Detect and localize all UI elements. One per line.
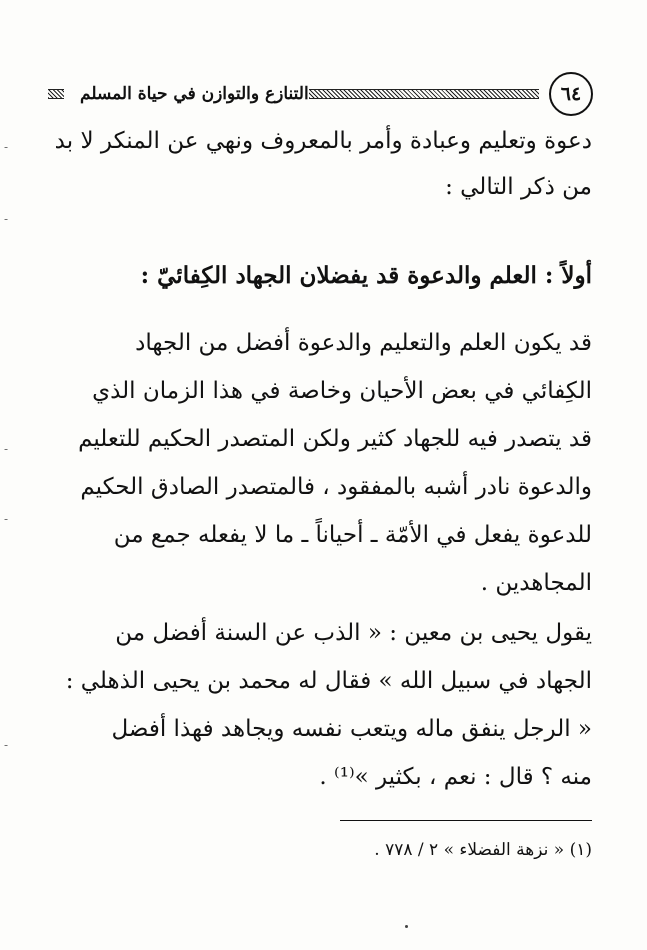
page-header bbox=[48, 72, 593, 116]
footnote-separator bbox=[340, 820, 592, 821]
text-line: للدعوة يفعل في الأمّة ـ أحياناً ـ ما لا يفعله جمع من bbox=[113, 522, 592, 548]
header-ornament-end bbox=[48, 89, 64, 99]
text-line: من ذكر التالي : bbox=[445, 174, 592, 200]
header-ornament-bar bbox=[309, 89, 539, 99]
running-title: التنازع والتوازن في حياة المسلم bbox=[80, 84, 309, 104]
text-line: قد يتصدر فيه للجهاد كثير ولكن المتصدر الحكيم للتعليم bbox=[78, 426, 592, 452]
section-heading: أولاً : العلم والدعوة قد يفضلان الجهاد الكِفائيّ : bbox=[140, 262, 592, 289]
text-line: والدعوة نادر أشبه بالمفقود ، فالمتصدر الصادق الحكيم bbox=[80, 474, 592, 500]
margin-tick: - bbox=[4, 140, 9, 154]
margin-tick: - bbox=[4, 738, 9, 752]
text-line: دعوة وتعليم وعبادة وأمر بالمعروف ونهي عن المنكر لا بد bbox=[54, 128, 592, 154]
text-line: منه ؟ قال : نعم ، بكثير »⁽¹⁾ . bbox=[319, 764, 592, 790]
margin-tick: - bbox=[4, 512, 9, 526]
margin-tick: - bbox=[4, 212, 9, 226]
text-line: يقول يحيى بن معين : « الذب عن السنة أفضل من bbox=[115, 620, 592, 646]
text-line: المجاهدين . bbox=[480, 570, 592, 596]
text-line: الكِفائي في بعض الأحيان وخاصة في هذا الزمان الذي bbox=[92, 378, 592, 404]
footnote: (١) « نزهة الفضلاء » ٢ / ٧٧٨ . bbox=[374, 840, 592, 860]
speck bbox=[405, 925, 408, 928]
page-number: ٦٤ bbox=[549, 72, 593, 116]
text-line: « الرجل ينفق ماله ويتعب نفسه ويجاهد فهذا أفضل bbox=[111, 716, 592, 742]
margin-tick: - bbox=[4, 442, 9, 456]
text-line: قد يكون العلم والتعليم والدعوة أفضل من الجهاد bbox=[135, 330, 592, 356]
text-line: الجهاد في سبيل الله » فقال له محمد بن يحيى الذهلي : bbox=[65, 668, 592, 694]
